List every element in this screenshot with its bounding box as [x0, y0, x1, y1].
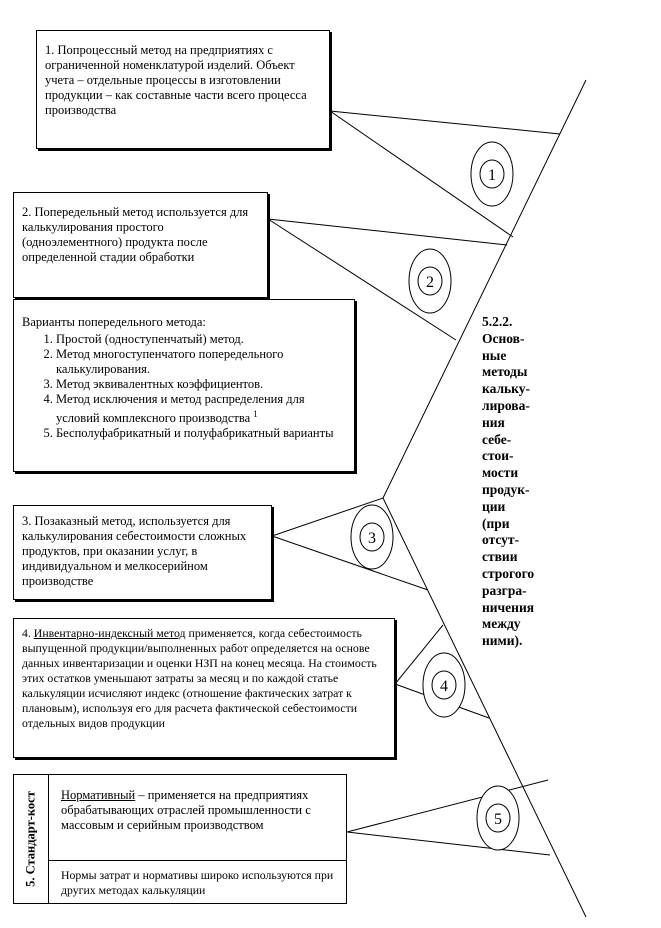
circle-4: [423, 653, 465, 717]
box-normative-method-text: – применяется на предприятиях обрабатывающих отраслей промышленности с массовым и серийным производством: [61, 788, 311, 832]
box-norms-note: [48, 860, 347, 904]
circle-2-label: 2: [426, 274, 434, 291]
circle-4-label: 4: [440, 678, 448, 695]
variant-item: 5. Бесполуфабрикатный и полуфабрикатный варианты: [56, 426, 346, 441]
normative-term: Нормативный: [61, 788, 136, 802]
circle-3: [351, 505, 393, 569]
variant-item: 1. Простой (одноступенчатый) метод.: [56, 332, 346, 347]
circle-5: [477, 786, 519, 850]
footnote-mark: 1: [253, 409, 258, 419]
box-normative-method: [48, 774, 347, 861]
variants-list: [22, 332, 346, 441]
wedge-5: [347, 780, 550, 855]
box-job-order-method-text: 3. Позаказный метод, используется для калькулирования себестоимости сложных продуктов, при оказании услуг, в индивидуальном и мелкосерийном производстве: [22, 514, 247, 588]
variant-item: 3. Метод эквивалентных коэффициентов.: [56, 377, 346, 392]
inventory-index-term: Инвентарно-индексный метод: [33, 626, 186, 640]
box-redistribution-method: [13, 192, 268, 298]
box-process-method: [36, 30, 330, 149]
wedge-3: [272, 498, 428, 590]
box-redistribution-method-text: 2. Попередельный метод используется для калькулирования простого (одноэлементного) продукта после определенной стадии обработки: [22, 205, 249, 264]
wedge-1: [330, 111, 560, 237]
box-job-order-method: [13, 505, 272, 600]
standard-cost-label-box: [13, 774, 49, 904]
circle-1-label: 1: [488, 167, 496, 184]
standard-cost-label: 5. Стандарт-кост: [23, 791, 38, 887]
variant-item: 4. Метод исключения и метод распределения для условий комплексного производства $^1$: [56, 392, 346, 426]
box-variants: [13, 299, 355, 472]
circle-1: [471, 142, 513, 206]
circle-3-label: 3: [368, 530, 376, 547]
variants-title: Варианты попередельного метода:: [22, 315, 206, 329]
section-title: 5.2.2. Основ- ные методы кальку- лирова- ния себе- стои- мости продук- ции (при отсут- ствии строгого разгра- ничения между ними).: [482, 314, 535, 649]
box-norms-note-text: Нормы затрат и нормативы широко используются при других методах калькуляции: [61, 868, 334, 897]
circle-5-label: 5: [494, 811, 502, 828]
box-inventory-index-method: 4. Инвентарно-индексный метод применяется, когда себестоимость выпущенной продукции/выполненных работ определяется на основе данных инвентаризации и оценки НЗП на конец месяца. На стоимость этих остатков уменьшают затраты за месяц и по каждой статье калькуляции исчисляют индекс (отношение фактических затрат к плановым), используя его для расчета фактической себестоимости отдельных видов продукции: [13, 618, 395, 758]
box-inventory-index-text: применяется, когда себестоимость выпущенной продукции/выполненных работ определяется на основе данных инвентаризации и оценки НЗП на конец месяца. На стоимость этих остатков уменьшают затраты за месяц и по каждой статье калькуляции исчисляют индекс (отношение фактических затрат к плановым), используя его для расчета фактической себестоимости отдельных видов продукции: [22, 626, 377, 730]
circle-2: [409, 249, 451, 313]
box-process-method-text: 1. Попроцессный метод на предприятиях с ограниченной номенклатурой изделий. Объект учета – отдельные процессы в изготовлении продукции – как составные части всего процесса производства: [45, 43, 307, 117]
variant-item: 2. Метод многоступенчатого попередельного калькулирования.: [56, 347, 346, 377]
